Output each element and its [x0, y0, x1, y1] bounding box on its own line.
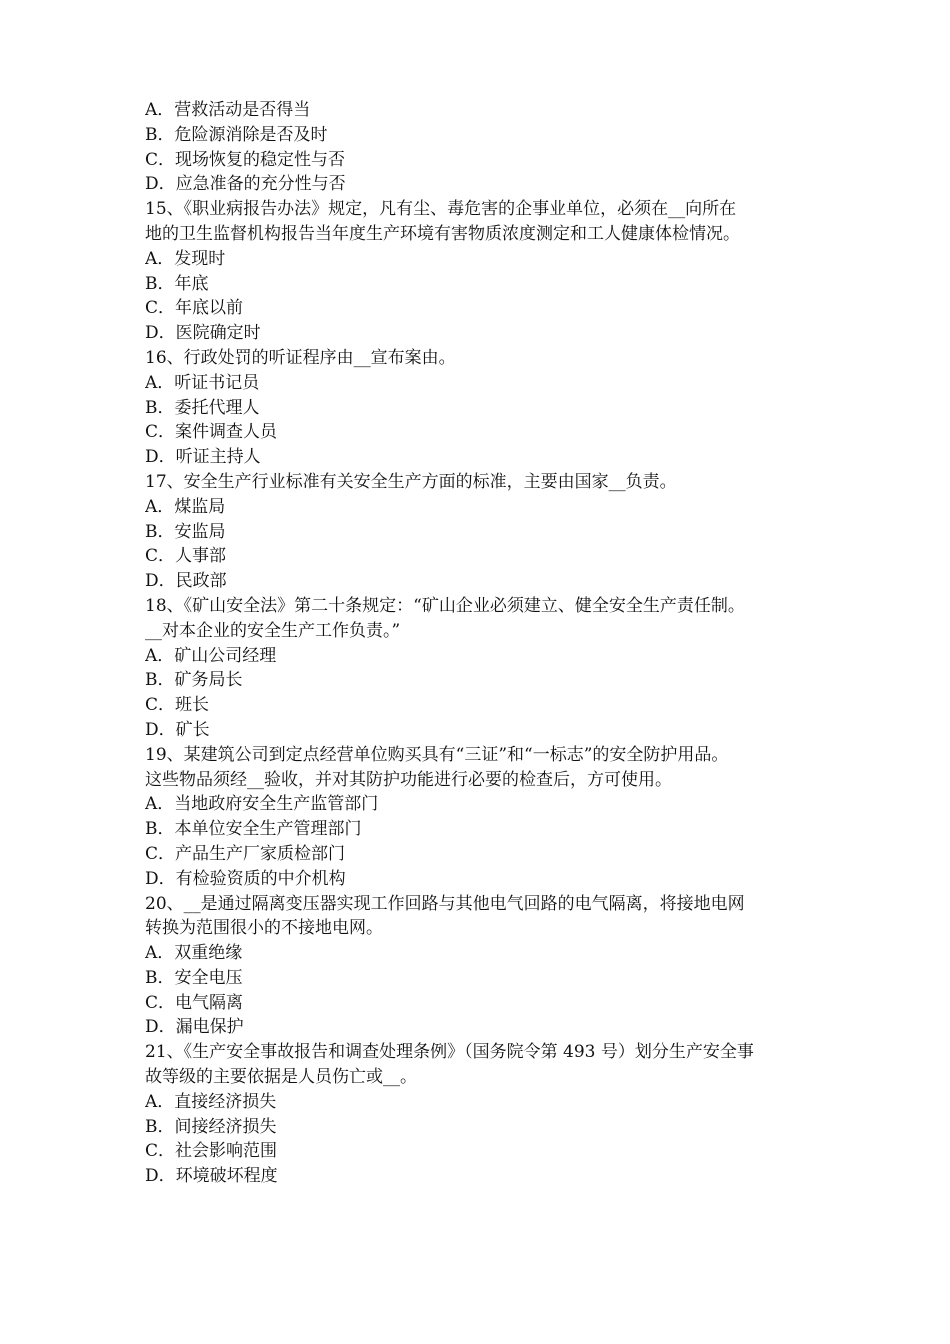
option-line: B．委托代理人: [145, 397, 260, 418]
option-line: D．医院确定时: [145, 323, 261, 344]
option-line: C．案件调查人员: [145, 422, 278, 443]
option-line: B．矿务局长: [145, 670, 243, 691]
option-line: D．有检验资质的中介机构: [145, 868, 346, 889]
option-line: A．听证书记员: [145, 372, 260, 393]
option-line: A．双重绝缘: [145, 943, 243, 964]
option-line: C．班长: [145, 695, 210, 716]
question-20-text-cont: 转换为范围很小的不接地电网。: [145, 918, 383, 939]
option-line: A．矿山公司经理: [145, 645, 277, 666]
question-19-text: 19、某建筑公司到定点经营单位购买具有“三证”和“一标志”的安全防护用品。: [145, 744, 729, 765]
option-line: C．人事部: [145, 546, 227, 567]
option-line: B．危险源消除是否及时: [145, 124, 328, 145]
option-line: A．煤监局: [145, 496, 226, 517]
question-15-text-cont: 地的卫生监督机构报告当年度生产环境有害物质浓度测定和工人健康体检情况。: [145, 223, 740, 244]
option-line: B．年底: [145, 273, 209, 294]
question-16-text: 16、行政处罚的听证程序由__宣布案由。: [145, 347, 456, 368]
option-line: B．本单位安全生产管理部门: [145, 819, 362, 840]
option-line: A．发现时: [145, 248, 226, 269]
option-line: C．产品生产厂家质检部门: [145, 843, 346, 864]
question-18-text-cont: __对本企业的安全生产工作负责。”: [145, 620, 401, 641]
option-line: D．应急准备的充分性与否: [145, 174, 346, 195]
option-line: B．安监局: [145, 521, 226, 542]
option-line: D．民政部: [145, 571, 227, 592]
option-line: D．漏电保护: [145, 1017, 244, 1038]
option-line: D．矿长: [145, 719, 210, 740]
option-line: C．电气隔离: [145, 992, 244, 1013]
option-line: A．当地政府安全生产监管部门: [145, 794, 379, 815]
document-page: [145, 98, 825, 1189]
option-line: B．间接经济损失: [145, 1116, 277, 1137]
option-line: C．年底以前: [145, 298, 244, 319]
option-line: D．环境破坏程度: [145, 1166, 278, 1187]
question-21-text-cont: 故等级的主要依据是人员伤亡或__。: [145, 1067, 417, 1088]
option-line: C．社会影响范围: [145, 1141, 278, 1162]
question-21-text: 21、《生产安全事故报告和调查处理条例》（国务院令第 493 号）划分生产安全事: [145, 1042, 754, 1063]
question-17-text: 17、安全生产行业标准有关安全生产方面的标准，主要由国家__负责。: [145, 471, 677, 492]
question-20-text: 20、__是通过隔离变压器实现工作回路与其他电气回路的电气隔离，将接地电网: [145, 893, 745, 914]
option-line: A．直接经济损失: [145, 1091, 277, 1112]
option-line: D．听证主持人: [145, 447, 261, 468]
question-15-text: 15、《职业病报告办法》规定，凡有尘、毒危害的企事业单位，必须在__向所在: [145, 199, 737, 220]
option-line: A．营救活动是否得当: [145, 100, 311, 120]
option-line: B．安全电压: [145, 967, 243, 988]
option-line: C．现场恢复的稳定性与否: [145, 149, 346, 170]
question-18-text: 18、《矿山安全法》第二十条规定：“矿山企业必须建立、健全安全生产责任制。: [145, 595, 745, 616]
question-19-text-cont: 这些物品须经__验收，并对其防护功能进行必要的检查后，方可使用。: [145, 769, 672, 790]
